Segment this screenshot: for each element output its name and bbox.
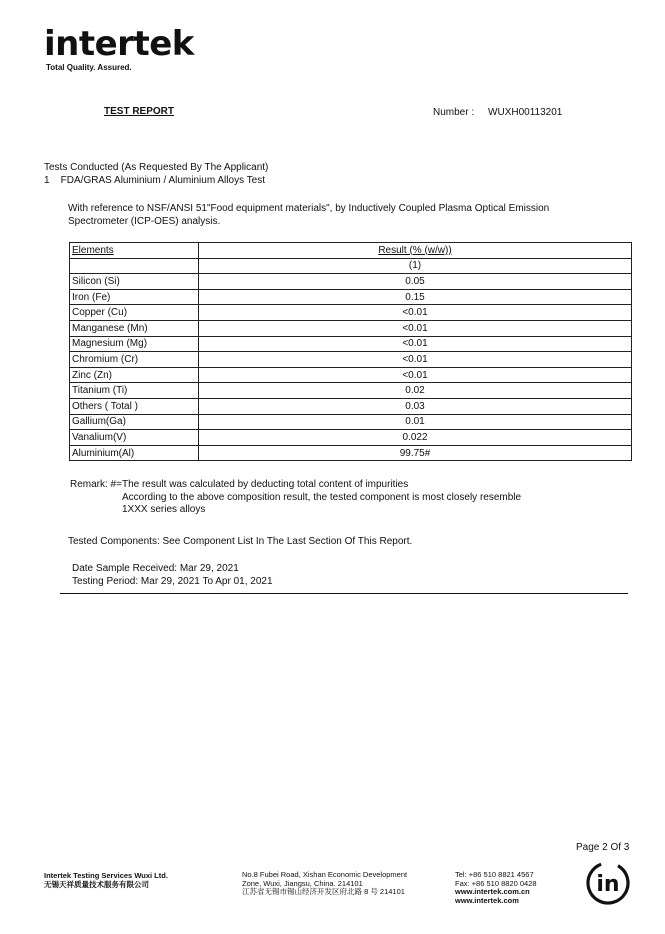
table-row	[70, 336, 632, 352]
address-line-3: 江苏省无锡市锡山经济开发区府北路 8 号 214101	[242, 887, 405, 896]
footer-company	[44, 871, 168, 889]
element-result: 99.75#	[199, 445, 632, 461]
element-name: Chromium (Cr)	[70, 352, 199, 368]
element-name: Others ( Total )	[70, 398, 199, 414]
intertek-logo: intertek	[44, 24, 194, 64]
report-number	[433, 107, 562, 118]
header-elements: Elements	[70, 243, 199, 259]
element-name: Aluminium(Al)	[70, 445, 199, 461]
footer-web: www.intertek.com	[455, 895, 519, 905]
element-result: <0.01	[199, 336, 632, 352]
footer-fax: Fax: +86 510 8820 0428	[455, 878, 537, 888]
report-number-label: Number :	[433, 107, 475, 118]
table-row	[70, 414, 632, 430]
company-name-en: Intertek Testing Services Wuxi Ltd.	[44, 871, 168, 880]
address-line-1: No.8 Fubei Road, Xishan Economic Development	[242, 870, 408, 879]
element-result: 0.02	[199, 383, 632, 399]
element-result: <0.01	[199, 367, 632, 383]
logo-tagline: Total Quality. Assured.	[46, 63, 132, 72]
tests-conducted-heading: Tests Conducted (As Requested By The Applicant)	[44, 162, 269, 173]
table-row	[70, 289, 632, 305]
element-result: 0.03	[199, 398, 632, 414]
tests-conducted	[44, 162, 268, 187]
remark-line-2: According to the above composition result, the tested component is most closely resemble	[122, 491, 522, 503]
element-result: <0.01	[199, 320, 632, 336]
table-row	[70, 383, 632, 399]
table-row	[70, 398, 632, 414]
footer-contact	[455, 871, 537, 905]
intertek-seal-icon	[585, 860, 631, 906]
testing-period: Testing Period: Mar 29, 2021 To Apr 01, 2021	[72, 575, 273, 587]
table-row	[70, 367, 632, 383]
footer-address	[242, 871, 407, 897]
footer-web-cn: www.intertek.com.cn	[455, 887, 530, 896]
results-table	[69, 242, 632, 461]
element-name: Copper (Cu)	[70, 305, 199, 321]
table-row	[70, 445, 632, 461]
element-name: Silicon (Si)	[70, 274, 199, 290]
element-name: Vanalium(V)	[70, 430, 199, 446]
company-name-cn: 无锡天祥质量技术服务有限公司	[44, 880, 149, 889]
address-line-2: Zone, Wuxi, Jiangsu, China. 214101	[242, 878, 363, 888]
seal-text: in	[596, 872, 620, 897]
table-header-row	[70, 243, 632, 259]
element-result: 0.022	[199, 430, 632, 446]
element-result: <0.01	[199, 352, 632, 368]
reference-text: With reference to NSF/ANSI 51"Food equipment materials", by Inductively Coupled Plasma Optical Emission Spectrometer (ICP-OES) analysis.	[68, 203, 550, 227]
element-name: Gallium(Ga)	[70, 414, 199, 430]
table-row	[70, 430, 632, 446]
element-result: 0.01	[199, 414, 632, 430]
element-name: Zinc (Zn)	[70, 367, 199, 383]
page-number: Page 2 Of 3	[576, 842, 630, 853]
remark-line-3: 1XXX series alloys	[122, 504, 206, 515]
subheader-column-number: (1)	[199, 258, 632, 274]
tested-components: Tested Components: See Component List In The Last Section Of This Report.	[68, 536, 413, 547]
report-title: TEST REPORT	[104, 106, 175, 117]
test-item: 1 FDA/GRAS Aluminium / Aluminium Alloys Test	[44, 174, 266, 186]
element-result: 0.05	[199, 274, 632, 290]
element-result: <0.01	[199, 305, 632, 321]
element-name: Manganese (Mn)	[70, 320, 199, 336]
remark-line-1: Remark: #=The result was calculated by deducting total content of impurities	[70, 479, 409, 490]
element-name: Iron (Fe)	[70, 289, 199, 305]
table-subheader-row	[70, 258, 632, 274]
table-row	[70, 274, 632, 290]
footer-tel: Tel: +86 510 8821 4567	[455, 870, 534, 879]
subheader-empty	[70, 258, 199, 274]
header-result: Result (% (w/w))	[199, 243, 632, 259]
dates	[72, 563, 273, 588]
element-result: 0.15	[199, 289, 632, 305]
table-row	[70, 320, 632, 336]
remark	[70, 479, 521, 517]
divider	[60, 593, 628, 594]
report-number-value: WUXH00113201	[488, 107, 563, 118]
table-row	[70, 352, 632, 368]
date-received: Date Sample Received: Mar 29, 2021	[72, 563, 239, 574]
element-name: Magnesium (Mg)	[70, 336, 199, 352]
table-row	[70, 305, 632, 321]
element-name: Titanium (Ti)	[70, 383, 199, 399]
